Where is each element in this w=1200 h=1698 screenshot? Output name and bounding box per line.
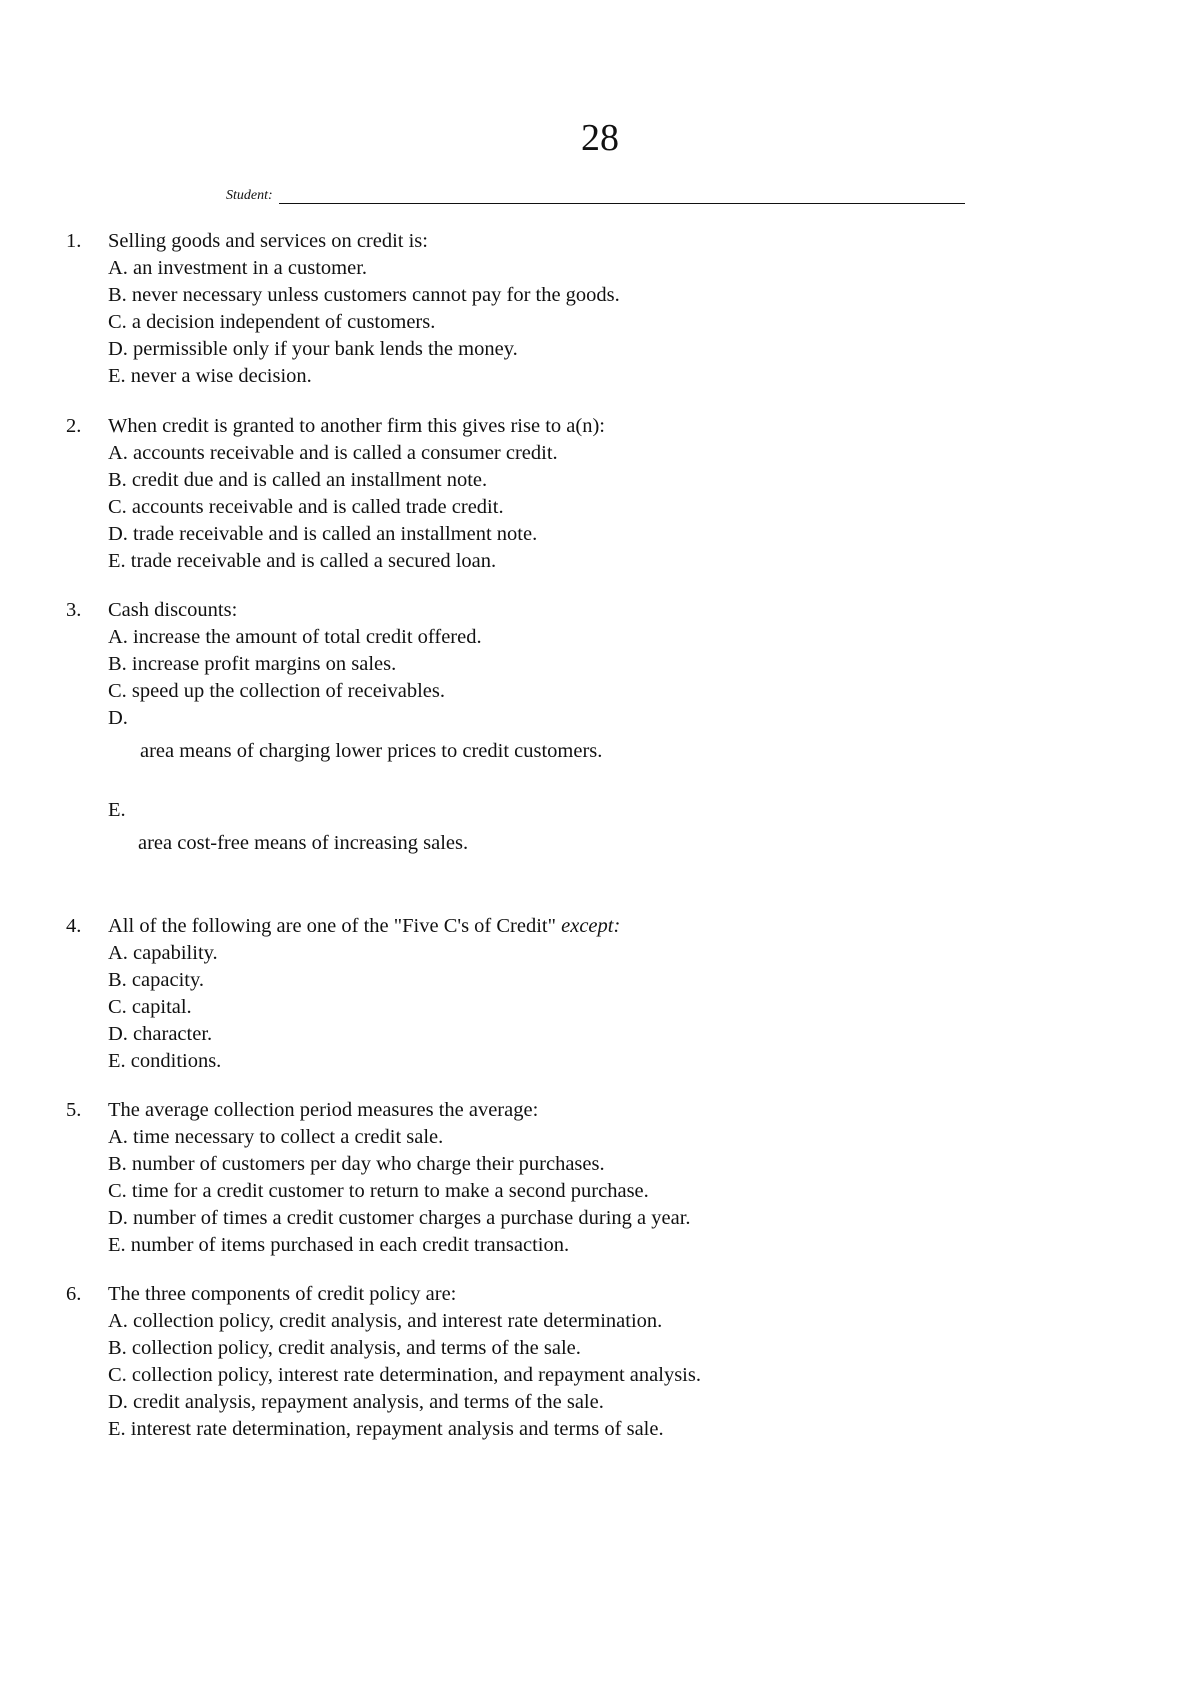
option-c: C. speed up the collection of receivables. bbox=[108, 680, 445, 702]
option-d: D. character. bbox=[108, 1023, 213, 1045]
option-d: area means of charging lower prices to credit customers. bbox=[140, 740, 603, 762]
option-b: B. collection policy, credit analysis, and terms of the sale. bbox=[108, 1337, 581, 1359]
question-number: 4. bbox=[66, 915, 82, 937]
question-1 bbox=[66, 228, 620, 390]
option-e: E. interest rate determination, repayment analysis and terms of sale. bbox=[108, 1418, 664, 1440]
option-a: A. capability. bbox=[108, 942, 218, 964]
option-a: A. accounts receivable and is called a consumer credit. bbox=[108, 442, 558, 464]
option-b: B. capacity. bbox=[108, 969, 205, 991]
question-stem: The three components of credit policy are: bbox=[108, 1283, 457, 1305]
question-number: 3. bbox=[66, 599, 82, 621]
option-a: A. increase the amount of total credit offered. bbox=[108, 626, 482, 648]
option-c: C. collection policy, interest rate determination, and repayment analysis. bbox=[108, 1364, 701, 1386]
student-label: Student: bbox=[226, 188, 273, 203]
question-3 bbox=[66, 597, 602, 857]
question-number: 6. bbox=[66, 1283, 82, 1305]
option-a: A. collection policy, credit analysis, and interest rate determination. bbox=[108, 1310, 663, 1332]
student-name-blank[interactable] bbox=[279, 189, 965, 204]
option-d: D. credit analysis, repayment analysis, and terms of the sale. bbox=[108, 1391, 604, 1413]
option-a: A. an investment in a customer. bbox=[108, 257, 368, 279]
option-c: C. time for a credit customer to return to make a second purchase. bbox=[108, 1180, 649, 1202]
question-2 bbox=[66, 413, 605, 575]
option-e: E. conditions. bbox=[108, 1050, 222, 1072]
option-e: E. number of items purchased in each credit transaction. bbox=[108, 1234, 570, 1256]
option-e-label: E. bbox=[108, 799, 126, 821]
page-number: 28 bbox=[581, 117, 619, 159]
option-c: C. capital. bbox=[108, 996, 192, 1018]
question-4 bbox=[66, 913, 620, 1075]
question-number: 2. bbox=[66, 415, 82, 437]
option-a: A. time necessary to collect a credit sale. bbox=[108, 1126, 444, 1148]
option-d: D. permissible only if your bank lends the money. bbox=[108, 338, 518, 360]
option-b: B. never necessary unless customers cannot pay for the goods. bbox=[108, 284, 620, 306]
student-name-field bbox=[226, 188, 965, 204]
question-5 bbox=[66, 1097, 691, 1259]
question-6 bbox=[66, 1281, 701, 1443]
option-b: B. credit due and is called an installment note. bbox=[108, 469, 488, 491]
question-stem: When credit is granted to another firm this gives rise to a(n): bbox=[108, 415, 605, 437]
question-stem: All of the following are one of the "Five C's of Credit" bbox=[108, 915, 556, 937]
question-number: 5. bbox=[66, 1099, 82, 1121]
option-e: E. trade receivable and is called a secured loan. bbox=[108, 550, 497, 572]
question-number: 1. bbox=[66, 230, 82, 252]
option-d-label: D. bbox=[108, 707, 128, 729]
option-b: B. number of customers per day who charge their purchases. bbox=[108, 1153, 605, 1175]
question-stem: Cash discounts: bbox=[108, 599, 238, 621]
option-c: C. a decision independent of customers. bbox=[108, 311, 436, 333]
option-e: area cost-free means of increasing sales. bbox=[138, 832, 469, 854]
option-c: C. accounts receivable and is called trade credit. bbox=[108, 496, 504, 518]
option-b: B. increase profit margins on sales. bbox=[108, 653, 397, 675]
question-stem-emphasis: except: bbox=[561, 915, 621, 937]
question-stem: The average collection period measures the average: bbox=[108, 1099, 539, 1121]
option-d: D. trade receivable and is called an installment note. bbox=[108, 523, 538, 545]
option-d: D. number of times a credit customer charges a purchase during a year. bbox=[108, 1207, 691, 1229]
option-e: E. never a wise decision. bbox=[108, 365, 312, 387]
question-stem: Selling goods and services on credit is: bbox=[108, 230, 428, 252]
